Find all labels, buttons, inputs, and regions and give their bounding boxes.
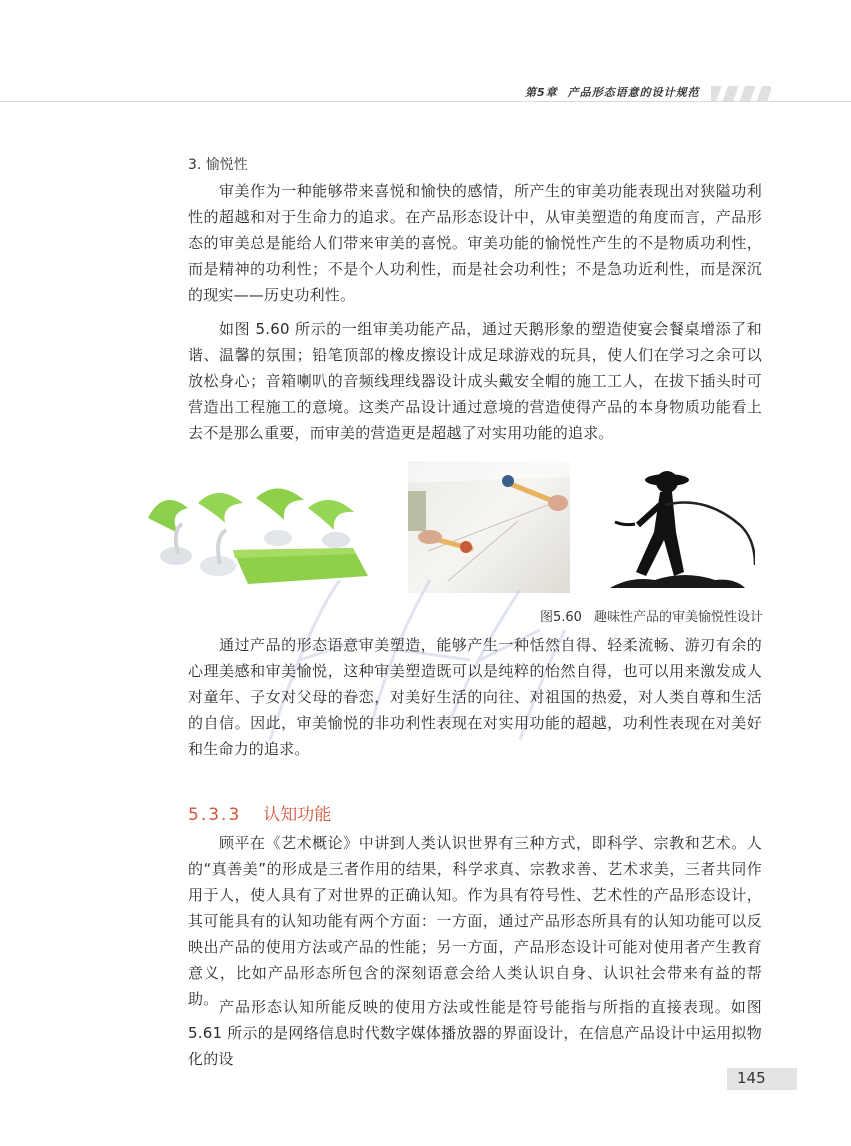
- construction-worker-cable-organizer-image: [605, 460, 755, 592]
- swan-napkin-holder-image: [138, 478, 378, 590]
- page-number: 145: [737, 1069, 766, 1087]
- paragraph-aesthetic-shaping: 通过产品的形态语意审美塑造，能够产生一种恬然自得、轻柔流畅、游刃有余的心理美感和审美愉悦，这种审美塑造既可以是纯粹的怡然自得，也可以用来激发成人对童年、子女对父母的眷恋，对美好生活的向往、对祖国的热爱，对人类自尊和生活的自信。因此，审美愉悦的非功利性表现在对实用功能的超越，功利性表现在对美好和生命力的追求。: [188, 636, 762, 758]
- pencil-eraser-toy-image: [408, 461, 570, 593]
- paragraph-cognitive-function: 顾平在《艺术概论》中讲到人类认识世界有三种方式，即科学、宗教和艺术。人的“真善美”的形成是三者作用的结果，科学求真、宗教求善、艺术求美，三者共同作用于人，使人具有了对世界的正确认知。作为具有符号性、艺术性的产品形态设计，其可能具有的认知功能有两个方面：一方面，通过产品形态所具有的认知功能可以反映出产品的使用方法或产品的性能；另一方面，产品形态设计可能对使用者产生教育意义，比如产品形态所包含的深刻语意会给人类认识自身、认识社会带来有益的帮助。: [188, 834, 762, 1008]
- figure-caption: [540, 606, 763, 625]
- paragraph-figure-description: 如图 5.60 所示的一组审美功能产品，通过天鹅形象的塑造使宴会餐桌增添了和谐、温馨的氛围；铅笔顶部的橡皮擦设计成足球游戏的玩具，使人们在学习之余可以放松身心；音箱喇叭的音频线理线器设计成头戴安全帽的施工工人，在拔下插头时可营造出工程施工的意境。这类产品设计通过意境的营造使得产品的本身物质功能看上去不是那么重要，而审美的营造更是超越了对实用功能的追求。: [188, 320, 762, 442]
- section-number: 5.3.3: [188, 805, 242, 825]
- figure-number: 图5.60: [540, 610, 582, 625]
- chapter-number: 第5章: [525, 86, 558, 99]
- section-title: 认知功能: [263, 805, 332, 825]
- chapter-title: 产品形态语意的设计规范: [567, 86, 700, 99]
- figure-caption-text: 趣味性产品的审美愉悦性设计: [593, 610, 763, 625]
- subsection-heading: 3. 愉悦性: [188, 157, 248, 173]
- paragraph-aesthetic-pleasure: 审美作为一种能够带来喜悦和愉快的感情，所产生的审美功能表现出对狭隘功利性的超越和对于生命力的追求。在产品形态设计中，从审美塑造的角度而言，产品形态的审美总是能给人们带来审美的喜悦。审美功能的愉悦性产生的不是物质功利性，而是精神的功利性；不是个人功利性，而是社会功利性；不是急功近利性，而是深沉的现实——历史功利性。: [188, 182, 762, 304]
- header-rule: [0, 101, 851, 102]
- paragraph-cognition-reflection: 产品形态认知所能反映的使用方法或性能是符号能指与所指的直接表现。如图 5.61 所示的是网络信息时代数字媒体播放器的界面设计，在信息产品设计中运用拟物化的设: [188, 998, 762, 1068]
- section-heading: [188, 800, 331, 825]
- running-header: [525, 84, 755, 102]
